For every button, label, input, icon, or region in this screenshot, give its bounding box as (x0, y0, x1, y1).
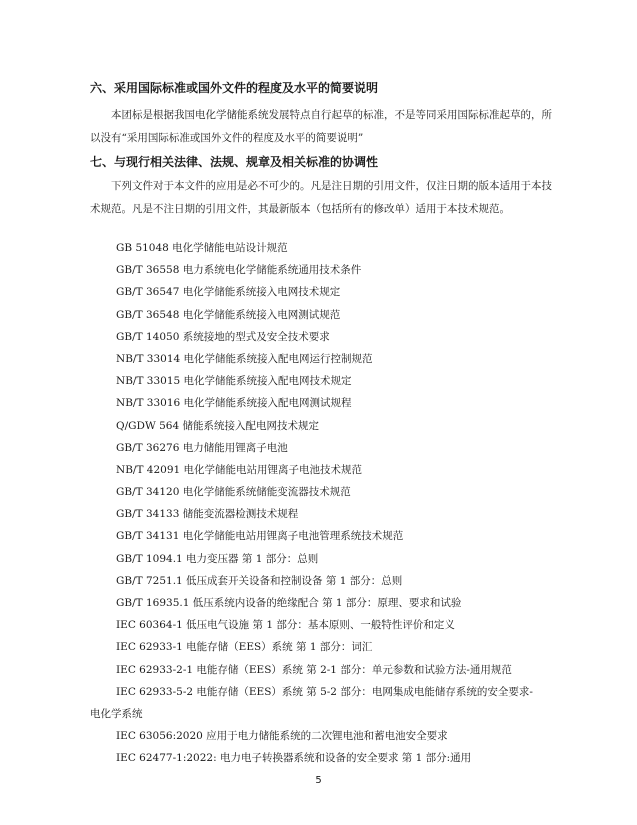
reference-item: IEC 62933-2-1 电能存储（EES）系统 第 2-1 部分：单元参数和试验方法-通用规范 (116, 663, 512, 676)
reference-item: GB/T 34133 储能变流器检测技术规程 (116, 508, 299, 521)
reference-item: IEC 60364-1 低压电气设施 第 1 部分：基本原则、一般特性评价和定义 (116, 619, 455, 632)
reference-item: GB/T 36276 电力储能用锂离子电池 (116, 441, 288, 454)
section-6-heading: 六、采用国际标准或国外文件的程度及水平的简要说明 (90, 81, 379, 95)
reference-item: GB 51048 电化学储能电站设计规范 (116, 242, 288, 254)
reference-item: GB/T 14050 系统接地的型式及安全技术要求 (116, 330, 330, 343)
reference-item: GB/T 16935.1 低压系统内设备的绝缘配合 第 1 部分：原理、要求和试验 (116, 597, 462, 609)
page-number: 5 (315, 775, 322, 786)
reference-item: NB/T 33014 电化学储能系统接入配电网运行控制规范 (116, 352, 373, 365)
reference-item: GB/T 36558 电力系统电化学储能系统通用技术条件 (116, 264, 362, 277)
reference-item: GB/T 1094.1 电力变压器 第 1 部分：总则 (116, 552, 319, 565)
reference-item: NB/T 33016 电化学储能系统接入配电网测试规程 (116, 397, 352, 410)
reference-item: NB/T 33015 电化学储能系统接入配电网技术规定 (116, 375, 352, 388)
reference-item-wrapped-line2: 电化学系统 (90, 707, 143, 720)
reference-item: IEC 62477-1:2022: 电力电子转换器系统和设备的安全要求 第 1 部分:通用 (116, 752, 472, 765)
reference-item: GB/T 36547 电化学储能系统接入电网技术规定 (116, 286, 341, 299)
reference-item: NB/T 42091 电化学储能电站用锂离子电池技术规范 (116, 463, 363, 476)
section-7-heading: 七、与现行相关法律、法规、规章及相关标准的协调性 (90, 155, 379, 169)
reference-item-wrapped-line1: IEC 62933-5-2 电能存储（EES）系统 第 5-2 部分：电网集成电能储存系统的安全要求- (116, 685, 533, 698)
section-6-paragraph: 本团标是根据我国电化学储能系统发展特点自行起草的标准，不是等同采用国际标准起草的，所以没有“采用国际标准或国外文件的程度及水平的简要说明” (90, 109, 552, 144)
reference-item: GB/T 34131 电化学储能电站用锂离子电池管理系统技术规范 (116, 530, 404, 543)
reference-item: IEC 63056:2020 应用于电力储能系统的二次锂电池和蓄电池安全要求 (116, 730, 448, 743)
reference-item: Q/GDW 564 储能系统接入配电网技术规定 (116, 419, 319, 432)
reference-list (0, 237, 637, 770)
reference-item: GB/T 7251.1 低压成套开关设备和控制设备 第 1 部分：总则 (116, 574, 403, 587)
reference-item: GB/T 36548 电化学储能系统接入电网测试规范 (116, 308, 341, 321)
reference-item: IEC 62933-1 电能存储（EES）系统 第 1 部分：词汇 (116, 641, 373, 654)
reference-item: GB/T 34120 电化学储能系统储能变流器技术规范 (116, 486, 351, 499)
section-7-paragraph: 下列文件对于本文件的应用是必不可少的。凡是注日期的引用文件，仅注日期的版本适用于本技术规范。凡是不注日期的引用文件，其最新版本（包括所有的修改单）适用于本技术规范。 (90, 180, 552, 215)
